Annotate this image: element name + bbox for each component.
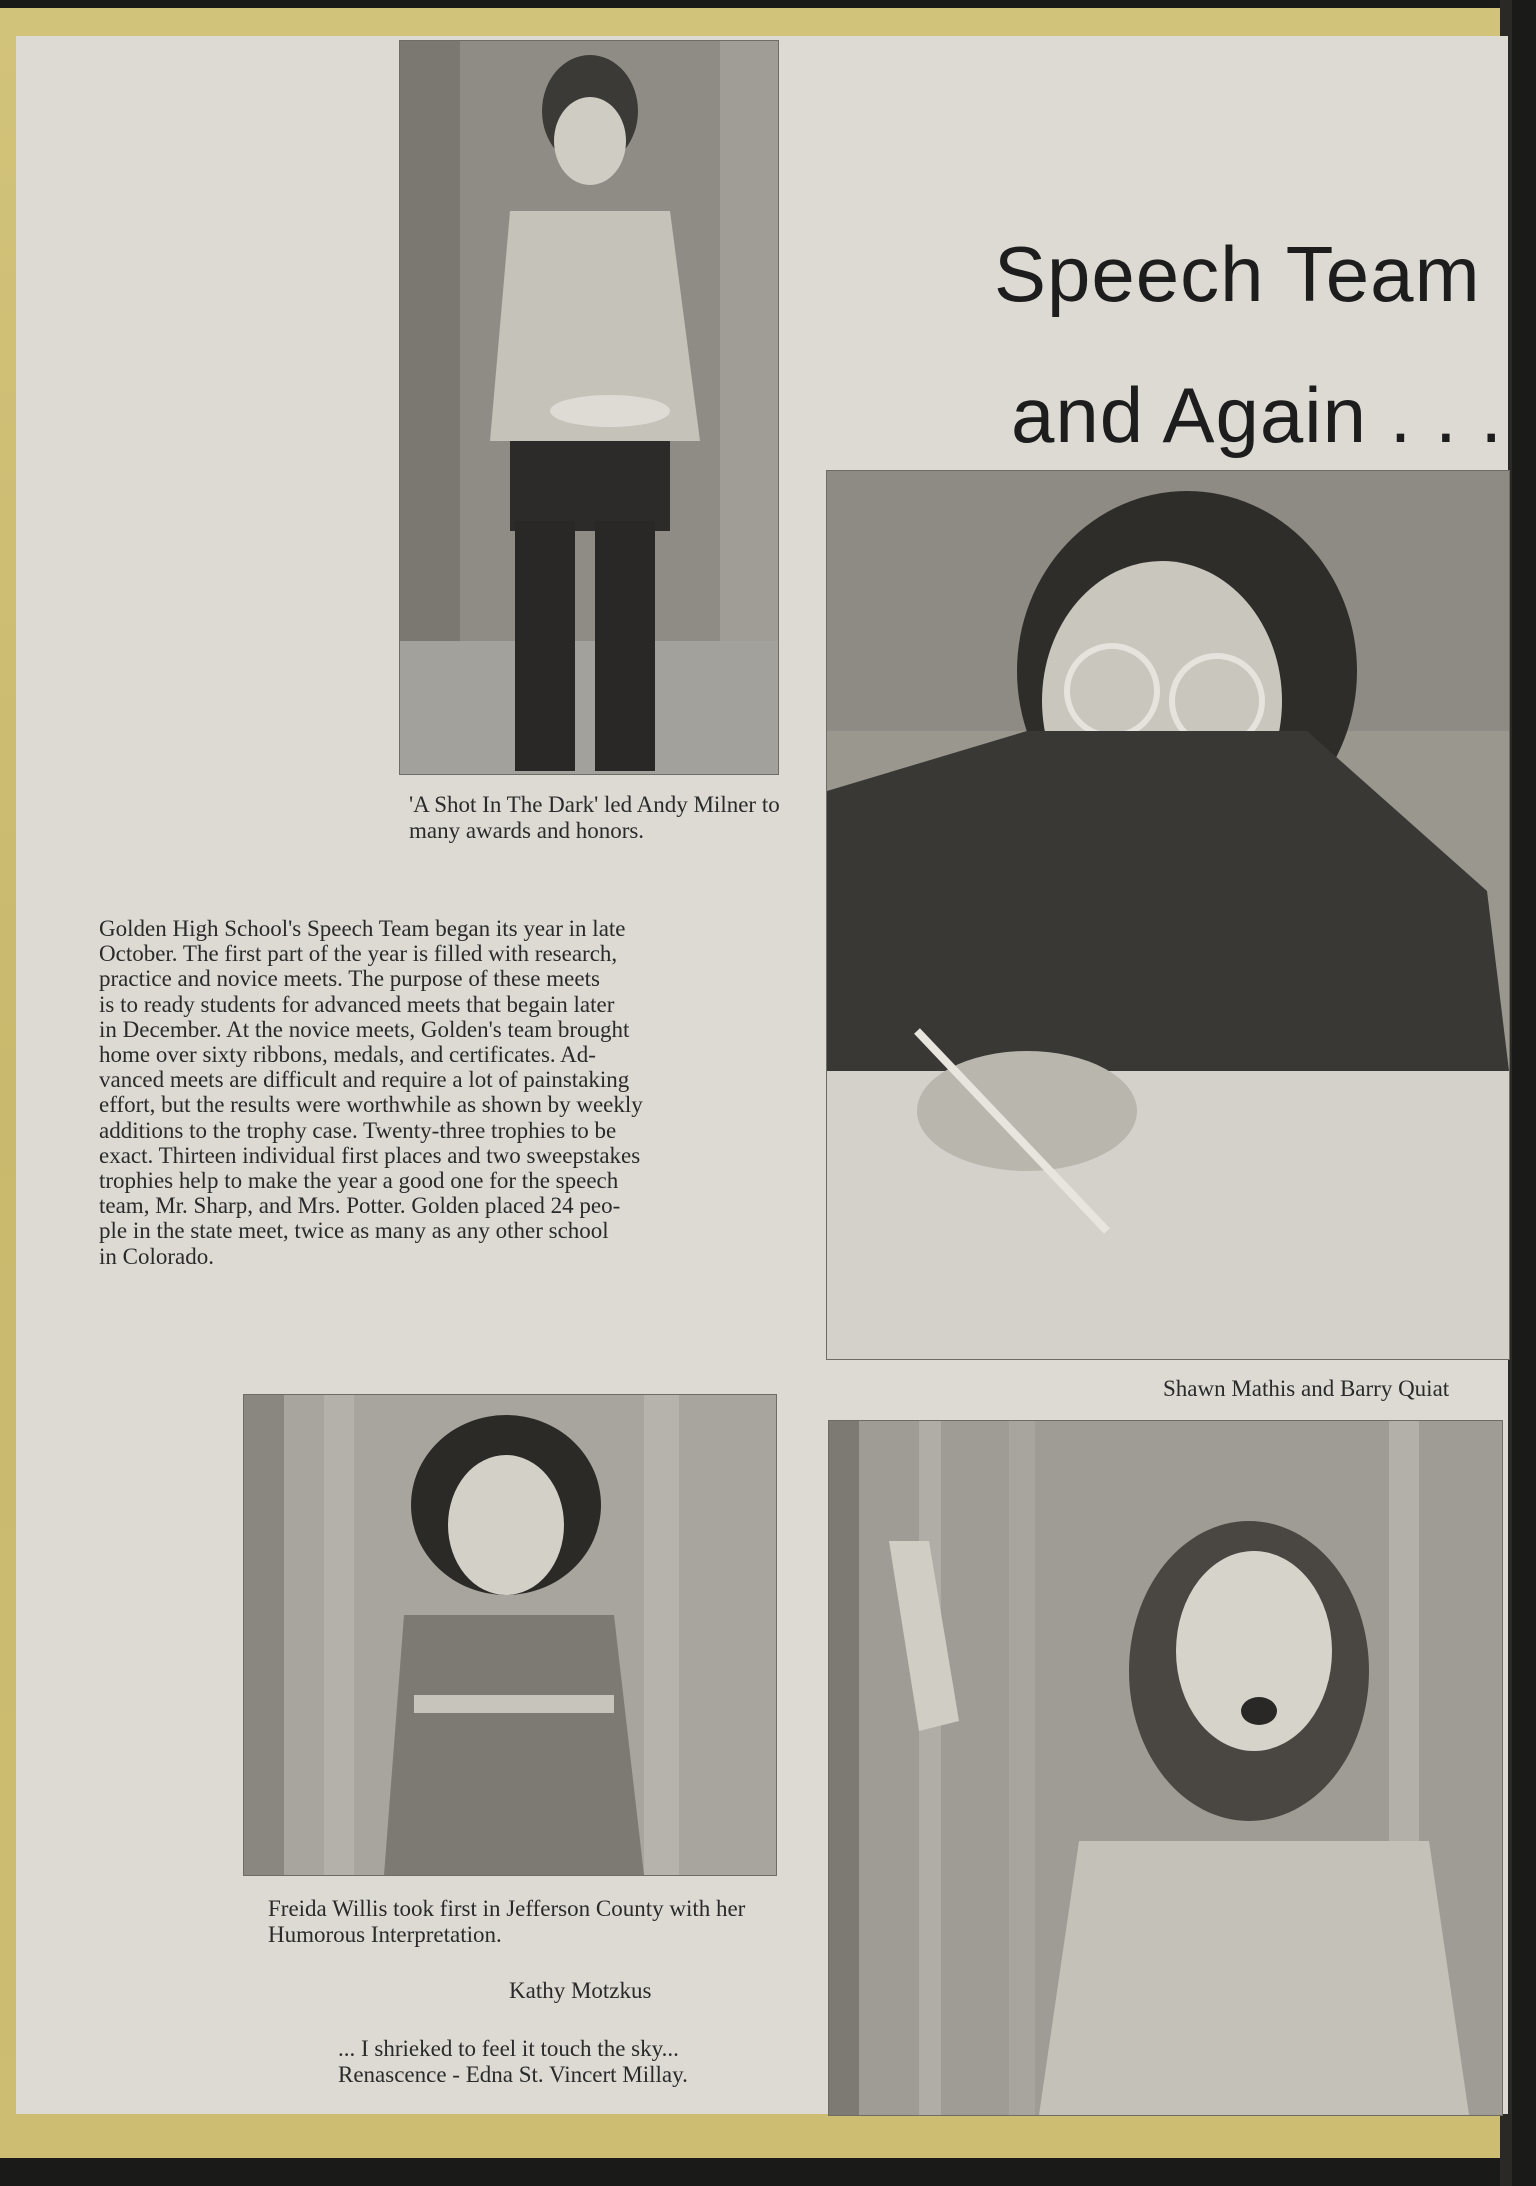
photo-shawn-mathis — [826, 470, 1510, 1360]
caption-kathy-motzkus: Kathy Motzkus — [509, 1978, 652, 2003]
yearbook-page — [16, 36, 1508, 2114]
photo-andy-milner — [399, 40, 779, 775]
caption-andy-milner: 'A Shot In The Dark' led Andy Milner to many awards and honors. — [409, 792, 780, 843]
article-body: Golden High School's Speech Team began its year in late October. The first part of the year is filled with research, practice and novice meets. The purpose of these meets is to ready students for advanced meets that begain later in December. At the novice meets, Golden's team brought home over sixty ribbons, medals, and certificates. Ad- vanced meets are difficult and require a lot of painstaking effort, but the results were worthwhile as shown by weekly additions to the trophy case. Twenty-three trophies to be exact. Thirteen individual first places and two sweepstakes trophies help to make the year a good one for the speech team, Mr. Sharp, and Mrs. Potter. Golden placed 24 peo- ple in the state meet, twice as many as any other school in Colorado. — [99, 916, 643, 1269]
photo-freida-willis — [243, 1394, 777, 1876]
caption-quote: ... I shrieked to feel it touch the sky... Renascence - Edna St. Vincert Millay. — [338, 2036, 688, 2087]
photo-kathy-motzkus — [828, 1420, 1503, 2116]
caption-shawn-mathis-barry-quiat: Shawn Mathis and Barry Quiat — [1163, 1376, 1450, 1401]
page-headline-line2: and Again . . . — [1011, 371, 1504, 459]
caption-freida-willis: Freida Willis took first in Jefferson County with her Humorous Interpretation. — [268, 1896, 746, 1947]
page-headline-line1: Speech Team — [994, 230, 1481, 318]
